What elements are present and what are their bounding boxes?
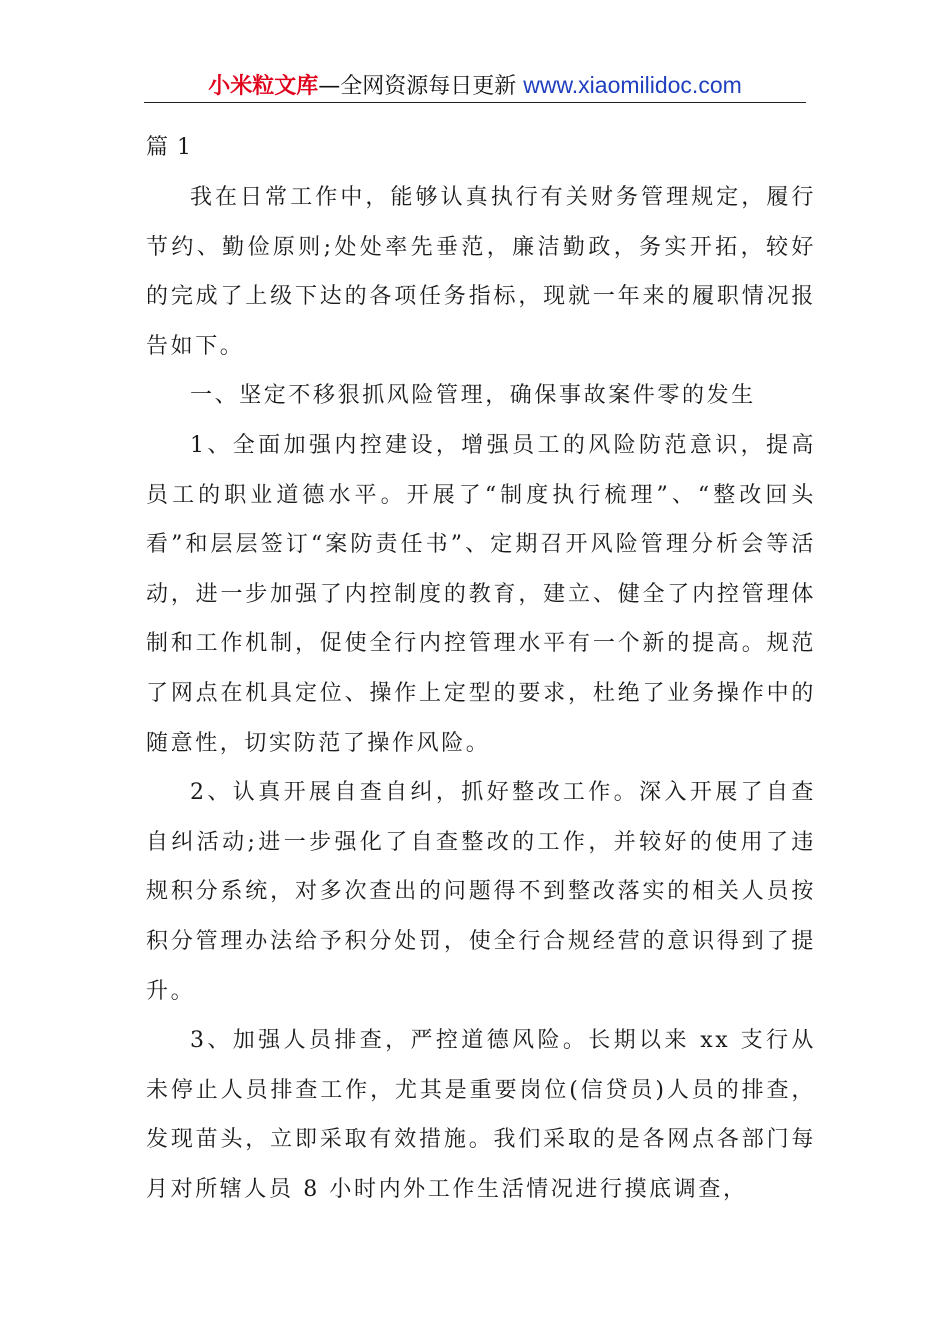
paragraph-item-2: 2、认真开展自查自纠，抓好整改工作。深入开展了自查自纠活动;进一步强化了自查整改的工作，并较好的使用了违规积分系统，对多次查出的问题得不到整改落实的相关人员按积分管理办法给予积分处罚，使全行合规经营的意识得到了提升。	[146, 780, 816, 1004]
paragraph-item-1: 1、全面加强内控建设，增强员工的风险防范意识，提高员工的职业道德水平。开展了“制度执行梳理”、“整改回头看”和层层签订“案防责任书”、定期召开风险管理分析会等活动，进一步加强了内控制度的教育，建立、健全了内控管理体制和工作机制，促使全行内控管理水平有一个新的提高。规范了网点在机具定位、操作上定型的要求，杜绝了业务操作中的随意性，切实防范了操作风险。	[146, 432, 816, 756]
heading-risk-management: 一、坚定不移狠抓风险管理，确保事故案件零的发生	[190, 383, 756, 409]
paragraph-intro: 我在日常工作中，能够认真执行有关财务管理规定，履行节约、勤俭原则;处处率先垂范，廉洁勤政，务实开拓，较好的完成了上级下达的各项任务指标，现就一年来的履职情况报告如下。	[146, 185, 816, 359]
document-body	[146, 123, 816, 1214]
section-label: 篇 1	[146, 135, 192, 160]
document-header	[144, 68, 806, 102]
brand-name: 小米粒文库	[208, 74, 319, 99]
header-divider	[144, 102, 806, 103]
header-tagline: —全网资源每日更新	[318, 74, 524, 99]
paragraph-item-3: 3、加强人员排查，严控道德风险。长期以来 xx 支行从未停止人员排查工作，尤其是重要岗位(信贷员)人员的排查，发现苗头，立即采取有效措施。我们采取的是各网点各部门每月对所辖人员 8 小时内外工作生活情况进行摸底调查，	[146, 1028, 816, 1202]
site-url-link[interactable]: www.xiaomilidoc.com	[523, 72, 742, 98]
